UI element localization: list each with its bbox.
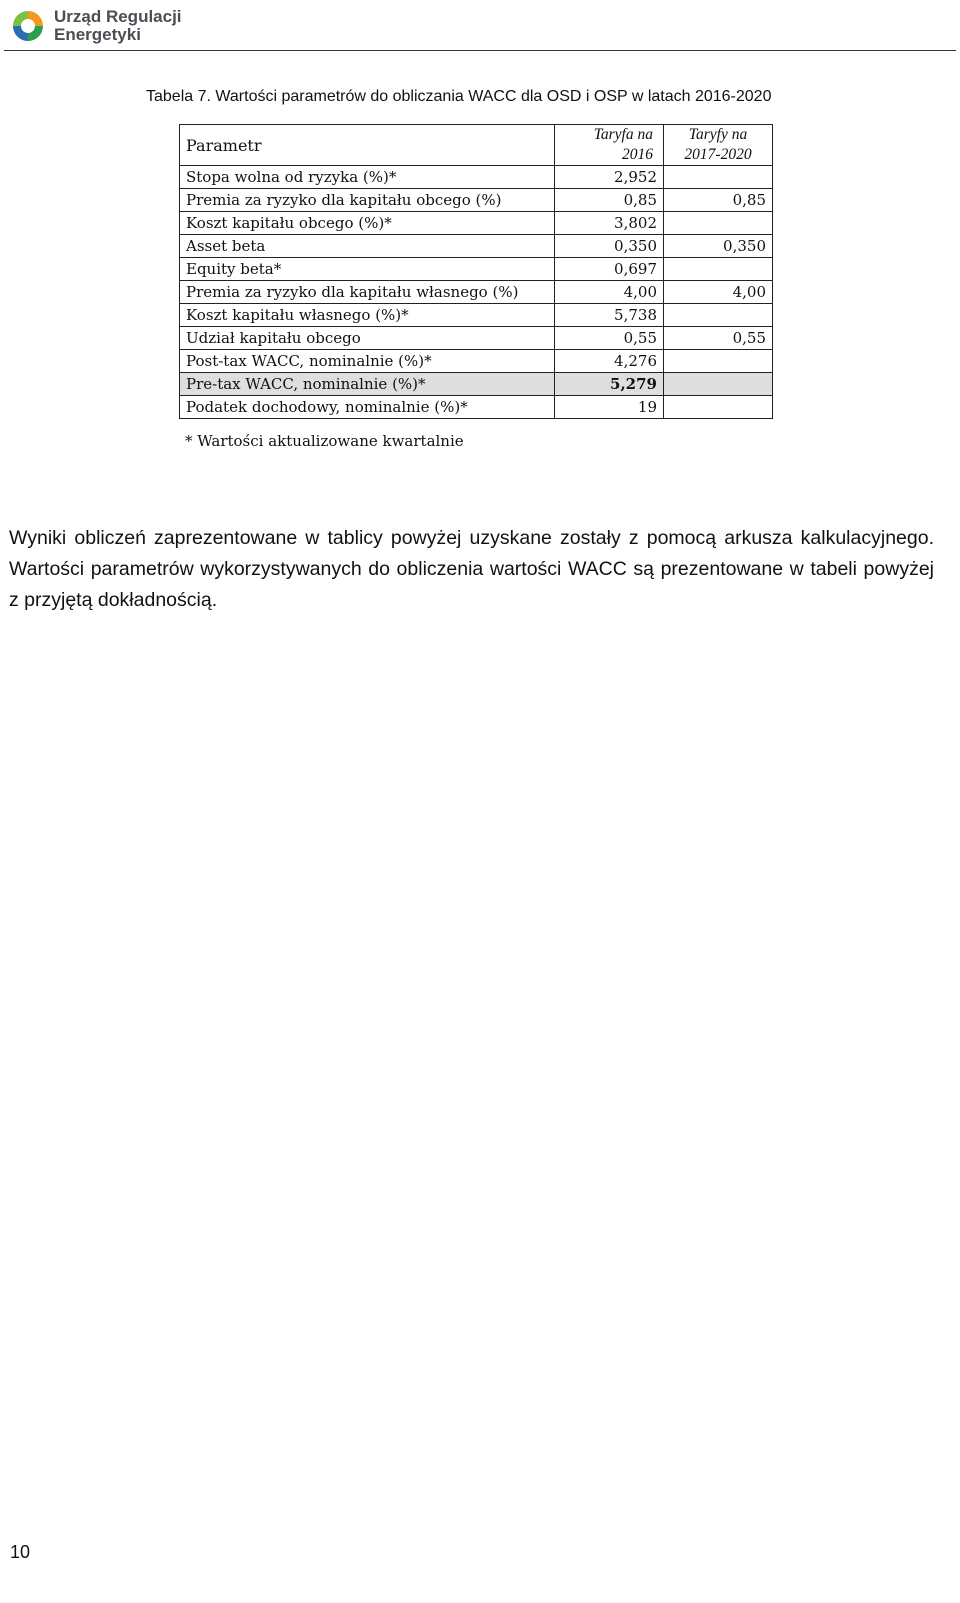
param-cell: Post-tax WACC, nominalnie (%)* [180,350,555,373]
value-2017-cell [664,212,773,235]
table-row [180,189,773,212]
table-row-highlighted [180,373,773,396]
value-2017-cell [664,304,773,327]
value-2017-cell [664,373,773,396]
value-2016-cell: 0,697 [555,258,664,281]
value-2017-cell: 0,55 [664,327,773,350]
value-2016-cell: 0,55 [555,327,664,350]
ure-logo-icon [10,8,46,44]
table-footnote: * Wartości aktualizowane kwartalnie [185,432,464,450]
value-2016-cell: 2,952 [555,166,664,189]
value-2017-cell [664,166,773,189]
table-row [180,166,773,189]
table-row [180,212,773,235]
value-2017-cell [664,396,773,419]
header-parametr: Parametr [180,125,555,166]
value-2017-cell: 0,85 [664,189,773,212]
table-row [180,258,773,281]
table-caption: Tabela 7. Wartości parametrów do obliczania WACC dla OSD i OSP w latach 2016-2020 [146,88,772,105]
header-taryfa-2016 [555,125,664,166]
param-cell: Premia za ryzyko dla kapitału własnego (%) [180,281,555,304]
header-taryfa-2016-line2: 2016 [622,146,653,163]
value-2016-cell: 0,85 [555,189,664,212]
logo-line-1: Urząd Regulacji [54,7,182,26]
header-taryfa-2016-line1: Taryfa na [593,126,653,143]
page-number: 10 [10,1542,31,1562]
header-divider [4,50,956,51]
table-row [180,281,773,304]
value-2016-cell: 3,802 [555,212,664,235]
value-2016-cell: 5,279 [555,373,664,396]
param-cell: Asset beta [180,235,555,258]
param-cell: Podatek dochodowy, nominalnie (%)* [180,396,555,419]
table-header-row [180,125,773,166]
value-2016-cell: 4,00 [555,281,664,304]
body-paragraph: Wyniki obliczeń zaprezentowane w tablicy powyżej uzyskane zostały z pomocą arkusza kalkulacyjnego. Wartości parametrów wykorzystywanych do obliczenia wartości WACC są prezentowane w tabeli powyżej z przyjętą dokładnością. [9,527,934,611]
logo-line-2: Energetyki [54,25,141,44]
value-2016-cell: 4,276 [555,350,664,373]
table-row [180,235,773,258]
header-taryfy-2017-2020 [664,125,773,166]
value-2017-cell: 4,00 [664,281,773,304]
value-2016-cell: 5,738 [555,304,664,327]
header-taryfy-2017-line1: Taryfy na [688,126,748,143]
param-cell: Premia za ryzyko dla kapitału obcego (%) [180,189,555,212]
value-2016-cell: 0,350 [555,235,664,258]
table-row [180,396,773,419]
param-cell: Equity beta* [180,258,555,281]
value-2016-cell: 19 [555,396,664,419]
table-row [180,304,773,327]
page-header [10,4,182,48]
value-2017-cell [664,258,773,281]
param-cell: Udział kapitału obcego [180,327,555,350]
param-cell: Koszt kapitału własnego (%)* [180,304,555,327]
table-row [180,350,773,373]
value-2017-cell [664,350,773,373]
wacc-table [179,124,773,419]
param-cell: Koszt kapitału obcego (%)* [180,212,555,235]
value-2017-cell: 0,350 [664,235,773,258]
param-cell: Pre-tax WACC, nominalnie (%)* [180,373,555,396]
logo-text [54,8,182,44]
header-taryfy-2017-line2: 2017-2020 [684,146,752,163]
table-row [180,327,773,350]
param-cell: Stopa wolna od ryzyka (%)* [180,166,555,189]
